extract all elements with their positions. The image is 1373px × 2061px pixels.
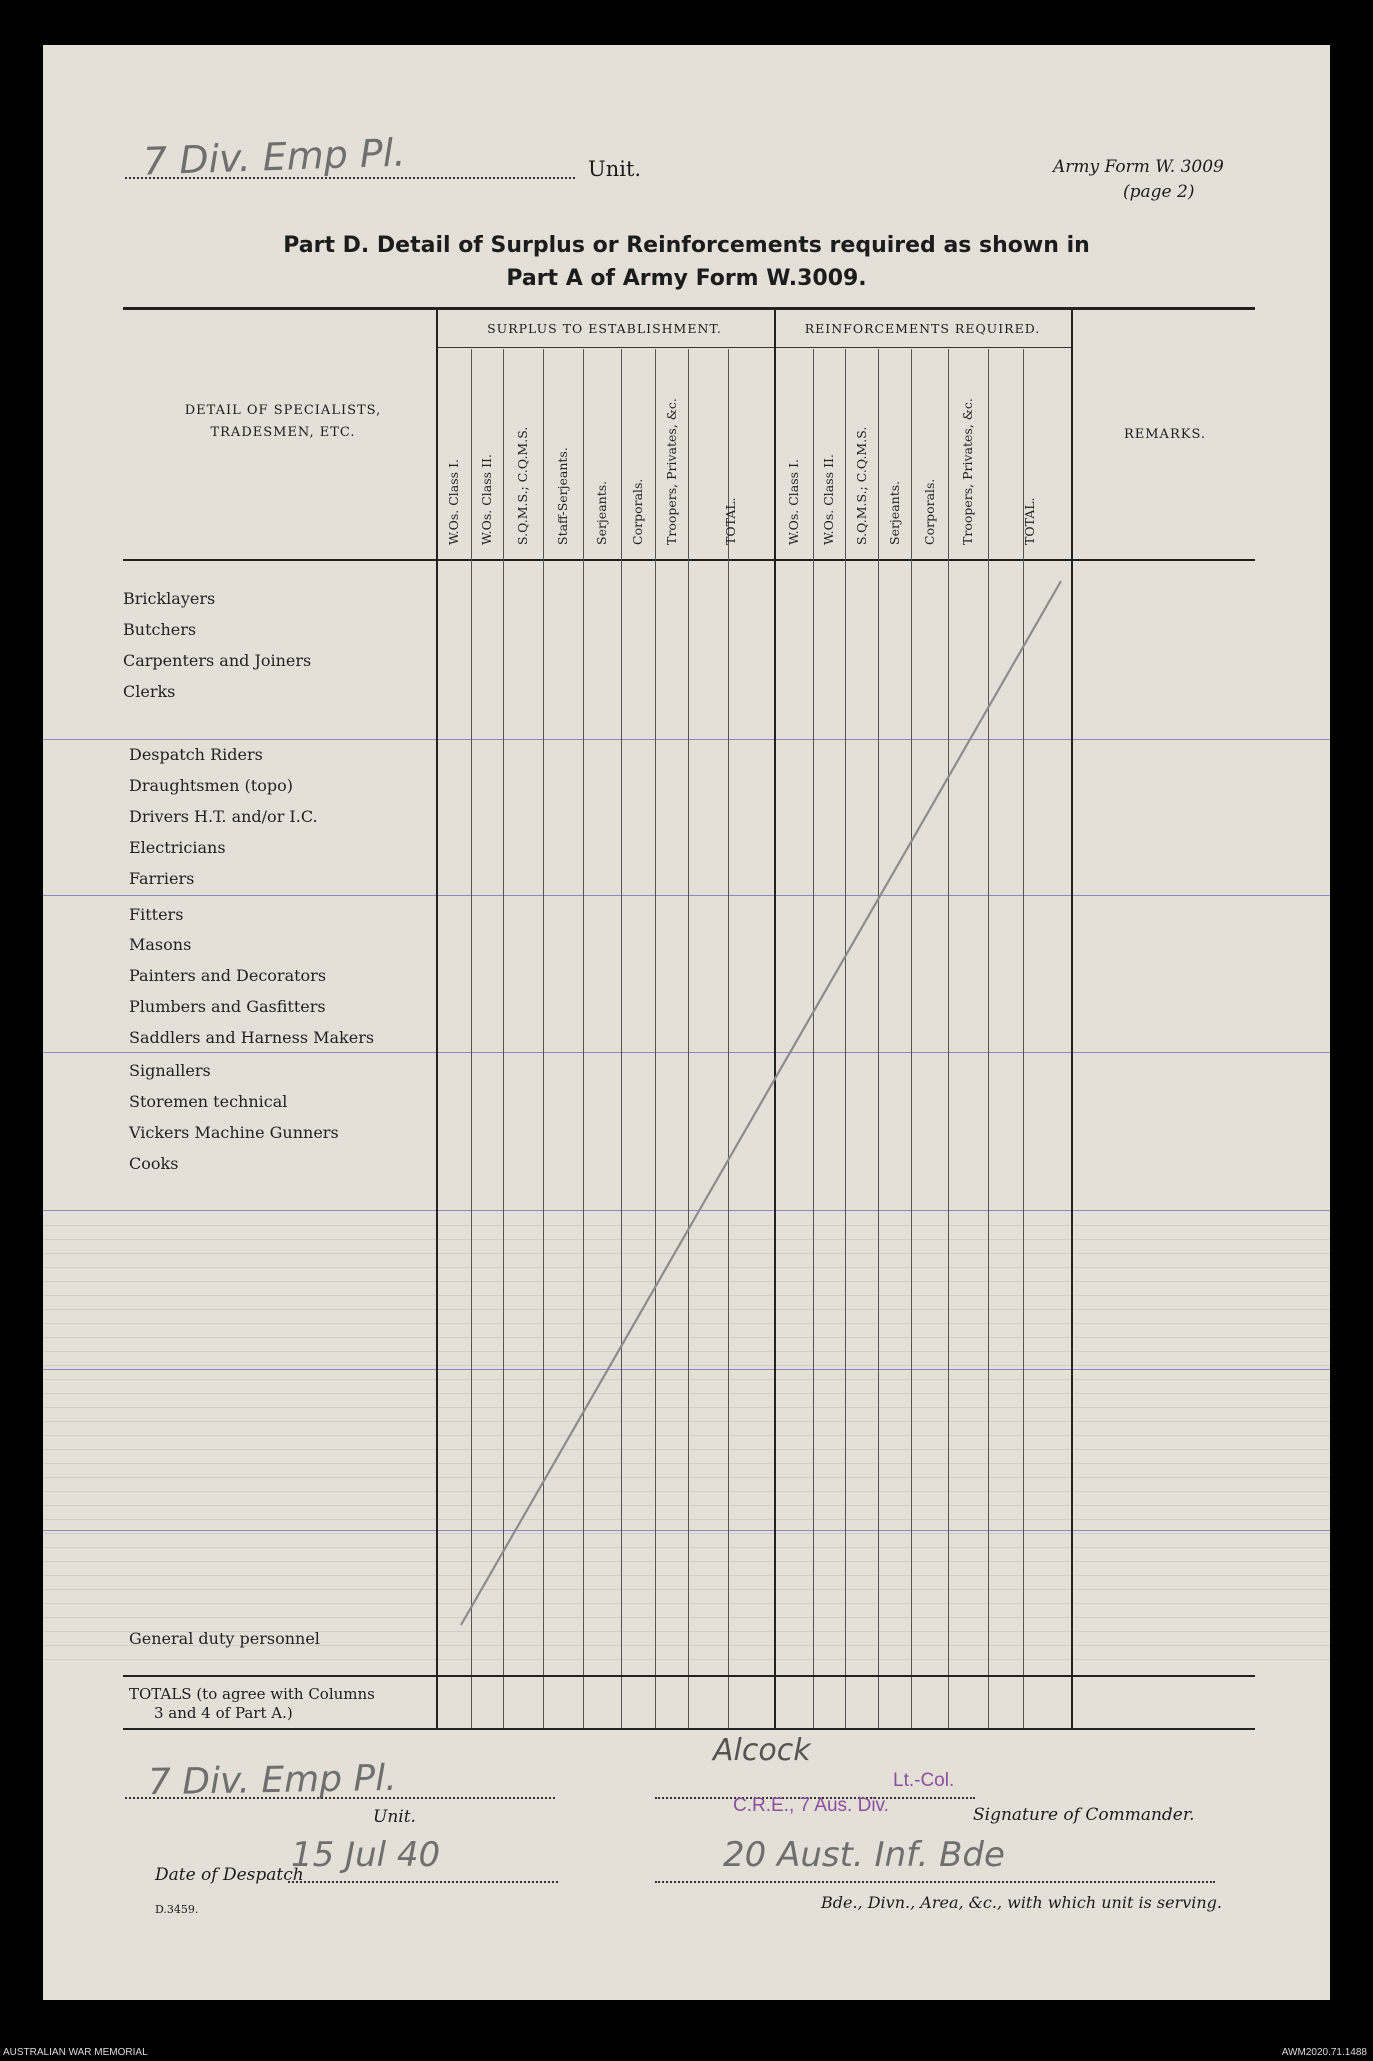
trade-row-label: Clerks <box>123 682 176 701</box>
trade-row-label: Cooks <box>129 1154 179 1173</box>
formation-handwritten: 20 Aust. Inf. Bde <box>723 1835 1005 1875</box>
page-label: (page 2) <box>1123 182 1195 202</box>
trade-row-label: Farriers <box>129 869 195 888</box>
trade-row-label: Plumbers and Gasfitters <box>129 997 326 1016</box>
print-code: D.3459. <box>155 1903 199 1916</box>
column-label: S.Q.M.S.; C.Q.M.S. <box>853 426 869 545</box>
column-label: Serjeants. <box>886 480 902 545</box>
trade-row-label: Storemen technical <box>129 1092 288 1111</box>
title-line-2: Part A of Army Form W.3009. <box>506 266 867 291</box>
footer-unit-label: Unit. <box>373 1807 416 1827</box>
archive-bar <box>0 2045 1373 2061</box>
reinforcements-header: REINFORCEMENTS REQUIRED. <box>804 321 1041 336</box>
trade-row-label: Saddlers and Harness Makers <box>129 1028 375 1047</box>
surplus-header: SURPLUS TO ESTABLISHMENT. <box>487 321 722 336</box>
formation-dotted-line <box>655 1881 1215 1883</box>
column-label: S.Q.M.S.; C.Q.M.S. <box>515 426 530 545</box>
footer-unit-handwritten: 7 Div. Emp Pl. <box>147 1757 397 1804</box>
trade-row-label: Signallers <box>129 1061 211 1080</box>
trade-row-label: Butchers <box>123 620 197 639</box>
column-label: Corporals. <box>921 478 937 545</box>
column-label: W.Os. Class I. <box>785 459 801 545</box>
column-label: TOTAL. <box>723 497 738 545</box>
date-label: Date of Despatch <box>155 1865 304 1885</box>
date-handwritten: 15 Jul 40 <box>291 1835 441 1875</box>
unit-label: Unit. <box>588 157 642 181</box>
totals-line-1: TOTALS (to agree with Columns <box>129 1685 375 1703</box>
formation-label: Bde., Divn., Area, &c., with which unit is serving. <box>821 1893 1222 1912</box>
trade-row-label: Masons <box>129 935 192 954</box>
footer-unit-dotted-line <box>125 1797 555 1799</box>
trade-row-label: Fitters <box>129 905 184 924</box>
diagonal-line <box>461 581 1061 1625</box>
column-label: Troopers, Privates, &c. <box>960 398 975 545</box>
trade-row-label: Vickers Machine Gunners <box>129 1123 339 1142</box>
trade-row-label: Draughtsmen (topo) <box>129 776 293 795</box>
remarks-header: REMARKS. <box>1123 427 1207 442</box>
trade-row-label: Carpenters and Joiners <box>123 651 312 670</box>
title-line-1: Part D. Detail of Surplus or Reinforcements required as shown in <box>283 233 1090 258</box>
trade-row-label: Bricklayers <box>123 589 216 608</box>
detail-header-line-1: DETAIL OF SPECIALISTS, <box>184 403 382 418</box>
column-label: W.Os. Class II. <box>821 454 836 545</box>
totals-line-2: 3 and 4 of Part A.) <box>154 1704 293 1722</box>
signature-label: Signature of Commander. <box>973 1805 1195 1825</box>
form-name: Army Form W. 3009 <box>1053 157 1224 177</box>
column-label: Corporals. <box>630 478 645 545</box>
commander-signature: Alcock <box>713 1733 811 1768</box>
stamp-unit: C.R.E., 7 Aus. Div. <box>733 1795 889 1816</box>
general-duty-label: General duty personnel <box>129 1629 320 1648</box>
trade-row-label: Electricians <box>129 838 226 857</box>
trade-row-label: Painters and Decorators <box>129 966 327 985</box>
column-label: W.Os. Class I. <box>445 459 461 545</box>
cancel-stroke <box>43 45 1330 2000</box>
column-label: TOTAL. <box>1021 497 1037 545</box>
trade-row-label: Drivers H.T. and/or I.C. <box>129 807 318 826</box>
archive-left-label: AUSTRALIAN WAR MEMORIAL <box>3 2047 148 2058</box>
detail-header-line-2: TRADESMEN, ETC. <box>210 425 356 440</box>
column-label: Serjeants. <box>594 480 609 545</box>
unit-handwritten: 7 Div. Emp Pl. <box>142 130 407 184</box>
column-label: Troopers, Privates, &c. <box>663 398 679 545</box>
form-page <box>43 45 1330 2000</box>
date-dotted-line <box>288 1881 558 1883</box>
archive-right-label: AWM2020.71.1488 <box>1281 2047 1367 2058</box>
column-label: W.Os. Class II. <box>479 454 494 545</box>
stamp-rank: Lt.-Col. <box>893 1770 955 1791</box>
column-label: Staff-Serjeants. <box>555 447 570 545</box>
trade-row-label: Despatch Riders <box>129 745 263 764</box>
